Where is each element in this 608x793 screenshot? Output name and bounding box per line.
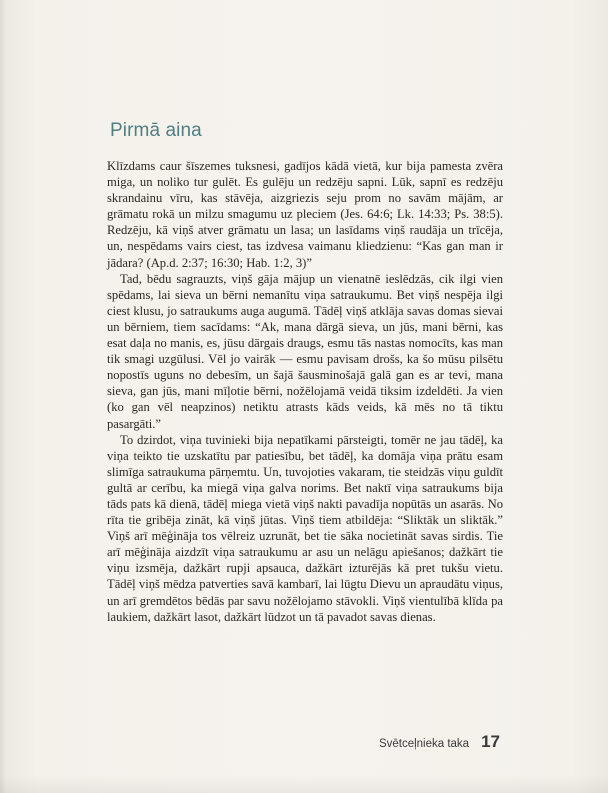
running-title: Svētceļnieka taka (378, 738, 470, 750)
paragraph-1: Klīzdams caur šīszemes tuksnesi, gadījos kādā vietā, kur bija pamesta zvēra miga, un noliko tur gulēt. Es gulēju un redzēju sapni. Lūk, sapnī es redzēju skrandainu vīru, kas stāvēja, aizgriezis seju prom no savām mājām, ar grāmatu rokā un milzu smagumu uz pleciem (Jes. 64:6; Lk. 14:33; Ps. 38:5). Redzēju, kā viņš atver grāmatu un lasa; un lasīdams viņš raudāja un trīcēja, un, nespēdams vairs ciest, tas izdvesa vaimanu kliedzienu: “Kas gan man ir jādara? (Ap.d. 2:37; 16:30; Hab. 1:2, 3)” (107, 159, 503, 270)
paragraph-2: Tad, bēdu sagrauzts, viņš gāja mājup un vienatnē ieslēdzās, cik ilgi vien spēdams, lai sieva un bērni nemanītu viņa satraukumu. Bet viņš nespēja ilgi ciest klusu, jo satraukums auga augumā. Tādēļ viņš atklāja savas domas sievai un bērniem, tiem sacīdams: “Ak, mana dārgā sieva, un jūs, mani bērni, kas esat daļa no manis, es, jūsu dārgais draugs, esmu tās nastas nomocīts, kas man tik smagi uzgūlusi. Vēl jo vairāk — esmu pavisam drošs, ka šo mūsu pilsētu nopostīs uguns no debesīm, un šajā šausminošajā galā gan es ar tevi, mana sieva, gan jūs, mani mīļotie bērni, nožēlojamā veidā tiksim izdeldēti. Ja vien (ko gan vēl neapzinos) netiktu atrasts kāds veids, kā mēs no tā tiktu pasargāti.” (107, 271, 503, 431)
page-bottom-shadow (0, 775, 608, 793)
page-edge-shadow (0, 0, 6, 793)
paragraph-3: To dzirdot, viņa tuvinieki bija nepatīkami pārsteigti, tomēr ne jau tādēļ, ka viņa teikto tie uzskatītu par patiesību, bet tādēļ, ka domāja viņa prātu esam slimīga satraukuma pārņemtu. Un, tuvojoties vakaram, tie steidzās viņu guldīt gultā ar cerību, ka miegā viņa galva norims. Bet naktī viņa satraukums bija tāds pats kā dienā, tādēļ miega vietā viņš nakti pavadīja nopūtās un asarās. No rīta tie gribēja zināt, kā viņš jūtas. Viņš tiem atbildēja: “Sliktāk un sliktāk.” Viņš arī mēģināja tos vēlreiz uzrunāt, bet tie sāka nocietināt savas sirdis. Tie arī mēģināja aizdzīt viņa satraukumu ar asu un nelāgu apiešanos; dažkārt tie viņu izsmēja, dažkārt rupji apsauca, dažkārt izturējās kā pret tukšu vietu. Tādēļ viņš mēdza patverties savā kambarī, lai lūgtu Dievu un apraudātu viņus, un arī gremdētos bēdās par savu nožēlojamo stāvokli. Viņš vientulībā klīda pa laukiem, dažkārt lasot, dažkārt lūdzot un tā pavadot savas dienas. (107, 432, 503, 624)
page-footer (379, 732, 500, 752)
body-text (107, 158, 503, 625)
chapter-heading: Pirmā aina (110, 120, 202, 141)
page-number: 17 (481, 732, 500, 751)
